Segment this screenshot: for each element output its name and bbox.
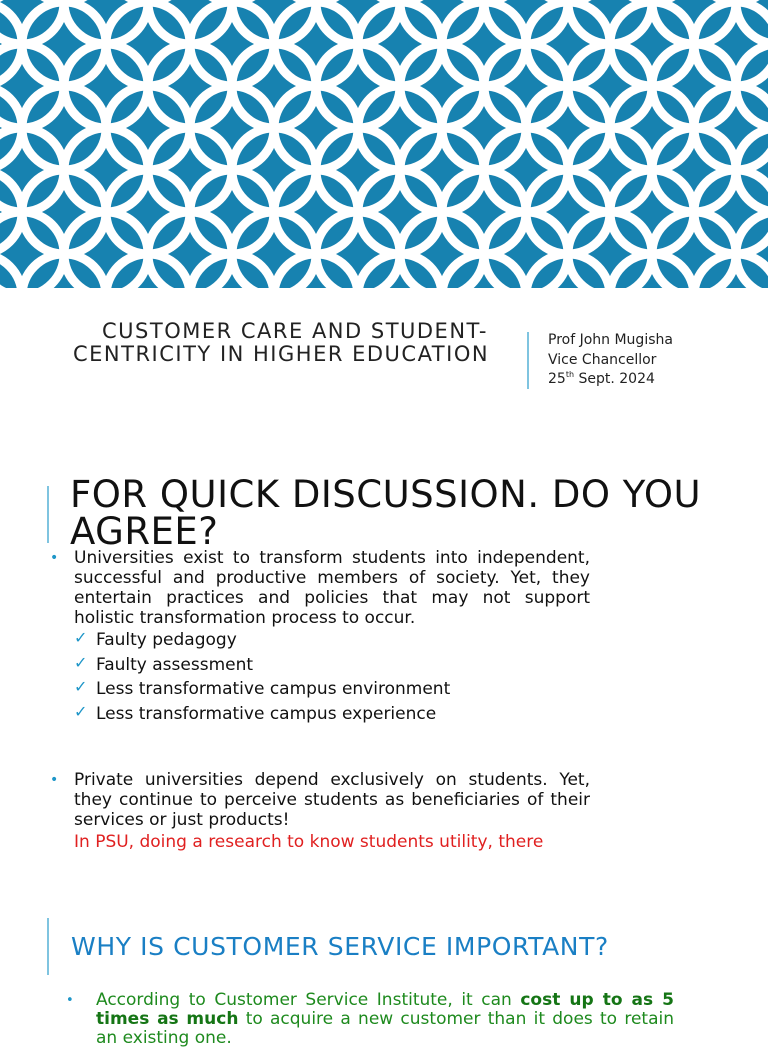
checklist-text: Less transformative campus experience: [96, 703, 437, 724]
checkmark-icon: ✓: [74, 677, 88, 696]
bullet-text: Universities exist to transform students into independent, successful and productive members of society. Yet, they entertain practices and policies that may not support holistic transformation process to occur.: [74, 548, 590, 628]
slide2-body: [50, 548, 590, 863]
presenter-role: Vice Chancellor: [548, 351, 657, 368]
pattern-banner: [0, 0, 768, 288]
bullet-customer-service: [66, 991, 674, 1048]
checklist-text: Less transformative campus environment: [96, 679, 451, 699]
bullet-text: Private universities depend exclusively on students. Yet, they continue to perceive students as beneficiaries of their services or just products!: [74, 770, 590, 830]
checklist-item: [74, 677, 590, 702]
bullet-emphasis: cost up to as 5 times as much: [96, 990, 675, 1029]
divider-line: [527, 332, 529, 389]
bullet-universities: [50, 548, 590, 628]
slide2-title: FOR QUICK DISCUSSION. DO YOU AGREE?: [70, 473, 702, 553]
title-line-2: CENTRICITY IN HIGHER EDUCATION: [73, 342, 490, 366]
checkmark-icon: ✓: [74, 652, 88, 672]
checklist-item: [74, 702, 590, 727]
checklist-text: Faulty pedagogy: [96, 630, 237, 650]
bullet-private-universities: [50, 770, 590, 830]
cutoff-bullet: In PSU, doing a research to know students utility, there: [74, 832, 544, 852]
date-day: 25: [548, 371, 566, 387]
presenter-info: [548, 331, 673, 390]
checklist-item: [74, 628, 590, 653]
checklist-text: Faulty assessment: [96, 654, 254, 675]
checklist: [50, 628, 590, 726]
checkmark-icon: ✓: [74, 701, 88, 721]
bullet-text: According to Customer Service Institute, it can: [96, 990, 521, 1010]
slide2-accent-line: [47, 486, 49, 543]
presentation-title: [73, 320, 523, 366]
presenter-name: Prof John Mugisha: [548, 332, 673, 348]
bullet-dot-icon: •: [50, 772, 59, 788]
checklist-item: [74, 653, 590, 678]
date-rest: Sept. 2024: [574, 371, 655, 387]
title-line-1: CUSTOMER CARE AND STUDENT-: [102, 319, 489, 343]
date-suffix: th: [565, 370, 575, 379]
bullet-text: to acquire a new customer than it does to retain an existing one.: [96, 1009, 674, 1048]
checkmark-icon: ✓: [74, 628, 88, 647]
slide3-title: WHY IS CUSTOMER SERVICE IMPORTANT?: [71, 932, 609, 961]
bullet-dot-icon: •: [66, 993, 74, 1008]
presentation-date: [548, 370, 673, 390]
slide3-accent-line: [47, 918, 49, 975]
slide3-body: [66, 990, 675, 1048]
bullet-dot-icon: •: [50, 550, 59, 566]
